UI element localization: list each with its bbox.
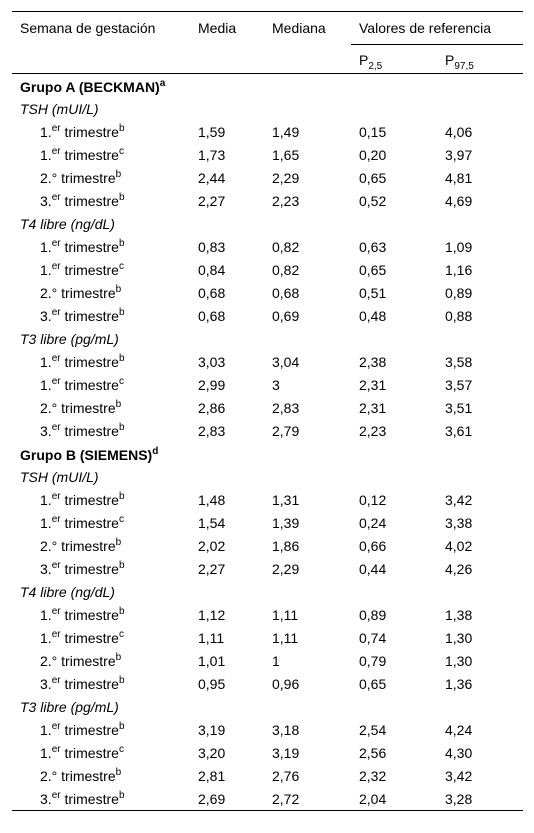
p97-5-cell: 3,57 — [445, 376, 473, 393]
trimester-word: trimestre — [60, 307, 119, 324]
subheader-empty — [12, 45, 190, 74]
trimester-note: b — [115, 536, 122, 548]
trimester-label — [12, 649, 190, 672]
p2-5-cell: 0,20 — [359, 146, 387, 163]
p97-5-cell: 1,09 — [445, 238, 473, 255]
trimester-word: trimestre — [60, 192, 119, 209]
trimester-word: trimestre — [60, 261, 119, 278]
trimester-ordinal-suffix: er — [51, 628, 61, 640]
mean-cell: 2,83 — [198, 422, 226, 439]
median-cell: 2,72 — [272, 790, 300, 807]
analyte-name: T4 libre (ng/dL) — [20, 215, 115, 232]
group-title-text: Grupo B (SIEMENS) — [20, 446, 153, 463]
trimester-ordinal: 2.° — [40, 169, 58, 186]
median-cell: 3,19 — [272, 744, 300, 761]
analyte-name: TSH (mUI/L) — [20, 100, 99, 117]
trimester-note: b — [118, 559, 125, 571]
p97-5-cell: 1,30 — [445, 652, 473, 669]
trimester-ordinal: 1. — [40, 606, 52, 623]
group-title-note: d — [152, 445, 159, 457]
table-row — [12, 511, 523, 534]
trimester-note: b — [118, 720, 125, 732]
table-row — [12, 419, 523, 442]
mean-cell: 2,02 — [198, 537, 226, 554]
trimester-label — [12, 511, 190, 534]
analyte-name: T3 libre (pg/mL) — [20, 698, 119, 715]
trimester-ordinal: 3. — [40, 422, 52, 439]
trimester-note: b — [115, 651, 122, 663]
trimester-ordinal-suffix: er — [51, 743, 61, 755]
table-row — [12, 189, 523, 212]
trimester-word: trimestre — [60, 790, 119, 807]
trimester-word: trimestre — [60, 353, 119, 370]
p2-5-cell: 0,63 — [359, 238, 387, 255]
table-row — [12, 787, 523, 810]
col-header-week: Semana de gestación — [20, 20, 156, 36]
table-row — [12, 166, 523, 189]
p2-5-cell: 0,24 — [359, 514, 387, 531]
trimester-ordinal: 3. — [40, 560, 52, 577]
trimester-ordinal: 1. — [40, 123, 52, 140]
trimester-word: trimestre — [57, 399, 116, 416]
subheader-empty — [190, 45, 264, 74]
trimester-ordinal: 1. — [40, 238, 52, 255]
p97-5-cell: 3,97 — [445, 146, 473, 163]
p2-5-cell: 0,12 — [359, 491, 387, 508]
trimester-ordinal: 1. — [40, 744, 52, 761]
table-row — [12, 350, 523, 373]
trimester-ordinal-suffix: er — [51, 605, 61, 617]
trimester-ordinal: 2.° — [40, 537, 58, 554]
table-row — [12, 396, 523, 419]
col-header-p97-5: $P_{97,5}$ — [437, 45, 523, 74]
table-row — [12, 120, 523, 143]
trimester-word: trimestre — [60, 721, 119, 738]
p97-5-cell: 0,88 — [445, 307, 473, 324]
p2-5-cell: 0,65 — [359, 261, 387, 278]
trimester-note: b — [118, 490, 125, 502]
group-title — [12, 74, 523, 98]
mean-cell: 3,03 — [198, 353, 226, 370]
trimester-ordinal: 1. — [40, 146, 52, 163]
trimester-word: trimestre — [60, 238, 119, 255]
trimester-note: b — [118, 237, 125, 249]
trimester-word: trimestre — [57, 284, 116, 301]
p97-5-cell: 1,36 — [445, 675, 473, 692]
median-cell: 1,39 — [272, 514, 300, 531]
p97-5-cell: 4,02 — [445, 537, 473, 554]
trimester-label — [12, 304, 190, 327]
trimester-ordinal: 1. — [40, 491, 52, 508]
trimester-word: trimestre — [60, 560, 119, 577]
trimester-word: trimestre — [60, 514, 119, 531]
p2-5-cell: 0,79 — [359, 652, 387, 669]
mean-cell: 1,01 — [198, 652, 226, 669]
bottom-rule — [12, 810, 523, 811]
trimester-label — [12, 718, 190, 741]
median-cell: 0,82 — [272, 261, 300, 278]
p97-5-cell: 1,30 — [445, 629, 473, 646]
trimester-note: b — [118, 605, 125, 617]
mean-cell: 2,99 — [198, 376, 226, 393]
trimester-note: b — [118, 674, 125, 686]
median-cell: 3 — [272, 376, 280, 393]
group-title — [12, 442, 523, 465]
p2-5-cell: 0,44 — [359, 560, 387, 577]
trimester-ordinal: 1. — [40, 261, 52, 278]
p2-5-cell: 2,31 — [359, 376, 387, 393]
trimester-note: b — [118, 306, 125, 318]
table-row — [12, 488, 523, 511]
table-body — [12, 74, 523, 811]
trimester-ordinal: 2.° — [40, 652, 58, 669]
trimester-ordinal: 1. — [40, 629, 52, 646]
mean-cell: 2,86 — [198, 399, 226, 416]
p97-5-cell: 3,51 — [445, 399, 473, 416]
p97-5-cell: 3,42 — [445, 767, 473, 784]
mean-cell: 1,59 — [198, 123, 226, 140]
median-cell: 1 — [272, 652, 280, 669]
mean-cell: 1,73 — [198, 146, 226, 163]
median-cell: 0,96 — [272, 675, 300, 692]
p97-5-cell: 4,69 — [445, 192, 473, 209]
analyte-row — [12, 327, 523, 350]
trimester-note: c — [118, 260, 124, 272]
trimester-label — [12, 258, 190, 281]
analyte-row — [12, 212, 523, 235]
trimester-word: trimestre — [60, 491, 119, 508]
median-cell: 1,11 — [272, 606, 299, 623]
median-cell: 0,68 — [272, 284, 300, 301]
p97-5-cell: 3,28 — [445, 790, 473, 807]
table-row — [12, 534, 523, 557]
trimester-label — [12, 787, 190, 810]
trimester-word: trimestre — [60, 606, 119, 623]
mean-cell: 2,44 — [198, 169, 226, 186]
mean-cell: 1,54 — [198, 514, 226, 531]
trimester-note: b — [118, 789, 125, 801]
trimester-ordinal-suffix: er — [51, 122, 61, 134]
mean-cell: 1,11 — [198, 629, 225, 646]
p2-5-cell: 2,31 — [359, 399, 387, 416]
trimester-label — [12, 281, 190, 304]
trimester-label — [12, 396, 190, 419]
trimester-ordinal-suffix: er — [51, 490, 61, 502]
p2-5-cell: 2,38 — [359, 353, 387, 370]
trimester-label — [12, 189, 190, 212]
mean-cell: 2,69 — [198, 790, 226, 807]
trimester-note: b — [115, 168, 122, 180]
trimester-label — [12, 672, 190, 695]
mean-cell: 3,19 — [198, 721, 226, 738]
trimester-ordinal-suffix: er — [51, 674, 61, 686]
analyte-row — [12, 695, 523, 718]
trimester-ordinal: 3. — [40, 192, 52, 209]
trimester-note: c — [118, 145, 124, 157]
trimester-word: trimestre — [60, 629, 119, 646]
median-cell: 3,04 — [272, 353, 300, 370]
p97-5-cell: 4,06 — [445, 123, 473, 140]
trimester-ordinal: 1. — [40, 353, 52, 370]
trimester-ordinal-suffix: er — [51, 421, 61, 433]
p2-5-cell: 0,74 — [359, 629, 387, 646]
median-cell: 1,31 — [272, 491, 300, 508]
trimester-word: trimestre — [60, 675, 119, 692]
mean-cell: 0,95 — [198, 675, 226, 692]
median-cell: 1,65 — [272, 146, 300, 163]
p2-5-cell: 0,52 — [359, 192, 387, 209]
p97-5-cell: 4,81 — [445, 169, 473, 186]
trimester-label — [12, 373, 190, 396]
p97-5-cell: 3,42 — [445, 491, 473, 508]
trimester-label — [12, 166, 190, 189]
p97-5-cell: 3,38 — [445, 514, 473, 531]
trimester-word: trimestre — [60, 744, 119, 761]
median-cell: 1,49 — [272, 123, 300, 140]
trimester-ordinal: 3. — [40, 675, 52, 692]
table-row — [12, 304, 523, 327]
trimester-word: trimestre — [57, 767, 116, 784]
col-header-reference: Valores de referencia — [351, 12, 523, 45]
median-cell: 2,83 — [272, 399, 300, 416]
p2-5-cell: 0,89 — [359, 606, 387, 623]
table-row — [12, 718, 523, 741]
p2-5-cell: 0,66 — [359, 537, 387, 554]
trimester-ordinal: 2.° — [40, 767, 58, 784]
trimester-note: b — [115, 766, 122, 778]
subheader-empty — [264, 45, 351, 74]
trimester-label — [12, 143, 190, 166]
p2-5-cell: 0,65 — [359, 675, 387, 692]
trimester-ordinal: 1. — [40, 376, 52, 393]
trimester-ordinal-suffix: er — [51, 306, 61, 318]
trimester-word: trimestre — [57, 537, 116, 554]
trimester-ordinal: 1. — [40, 721, 52, 738]
analyte-name: T4 libre (ng/dL) — [20, 583, 115, 600]
p97-5-cell: 1,16 — [445, 261, 473, 278]
trimester-word: trimestre — [57, 169, 116, 186]
mean-cell: 0,68 — [198, 307, 226, 324]
trimester-ordinal-suffix: er — [51, 789, 61, 801]
p97-5-cell: 4,30 — [445, 744, 473, 761]
p2-5-cell: 2,32 — [359, 767, 387, 784]
p2-5-cell: 2,54 — [359, 721, 387, 738]
mean-cell: 3,20 — [198, 744, 226, 761]
analyte-name: T3 libre (pg/mL) — [20, 330, 119, 347]
mean-cell: 1,48 — [198, 491, 226, 508]
mean-cell: 2,81 — [198, 767, 226, 784]
trimester-label — [12, 534, 190, 557]
trimester-ordinal-suffix: er — [51, 720, 61, 732]
trimester-ordinal-suffix: er — [51, 145, 61, 157]
trimester-label — [12, 603, 190, 626]
median-cell: 2,79 — [272, 422, 300, 439]
trimester-label — [12, 350, 190, 373]
table-row — [12, 557, 523, 580]
p2-5-cell: 2,56 — [359, 744, 387, 761]
analyte-row — [12, 580, 523, 603]
group-title-text: Grupo A (BECKMAN) — [20, 78, 160, 95]
trimester-note: c — [118, 628, 124, 640]
trimester-ordinal-suffix: er — [51, 352, 61, 364]
trimester-ordinal-suffix: er — [51, 191, 61, 203]
median-cell: 1,11 — [272, 629, 299, 646]
trimester-ordinal: 2.° — [40, 399, 58, 416]
table-row — [12, 672, 523, 695]
table-row — [12, 373, 523, 396]
trimester-label — [12, 741, 190, 764]
trimester-word: trimestre — [60, 422, 119, 439]
p97-5-cell: 0,89 — [445, 284, 473, 301]
trimester-label — [12, 488, 190, 511]
p2-5-cell: 2,04 — [359, 790, 387, 807]
table-row — [12, 764, 523, 787]
median-cell: 1,86 — [272, 537, 300, 554]
table-row — [12, 603, 523, 626]
table-row — [12, 235, 523, 258]
mean-cell: 2,27 — [198, 560, 226, 577]
table-row — [12, 143, 523, 166]
p2-5-cell: 0,48 — [359, 307, 387, 324]
trimester-label — [12, 419, 190, 442]
median-cell: 2,29 — [272, 169, 300, 186]
median-cell: 2,76 — [272, 767, 300, 784]
group-title-note: a — [159, 77, 166, 89]
analyte-row — [12, 465, 523, 488]
col-header-median: Mediana — [272, 20, 326, 36]
trimester-ordinal: 3. — [40, 307, 52, 324]
mean-cell: 0,83 — [198, 238, 226, 255]
mean-cell: 1,12 — [198, 606, 226, 623]
median-cell: 3,18 — [272, 721, 300, 738]
analyte-row — [12, 97, 523, 120]
p97-5-cell: 4,26 — [445, 560, 473, 577]
subheader-row — [12, 45, 523, 74]
p97-5-cell: 3,61 — [445, 422, 473, 439]
trimester-note: b — [118, 122, 125, 134]
table-row — [12, 258, 523, 281]
header-row — [12, 12, 523, 45]
col-header-mean: Media — [198, 20, 237, 36]
table-row — [12, 281, 523, 304]
trimester-note: b — [115, 283, 122, 295]
table-row — [12, 649, 523, 672]
trimester-ordinal: 2.° — [40, 284, 58, 301]
mean-cell: 2,27 — [198, 192, 226, 209]
trimester-note: b — [118, 421, 125, 433]
p97-5-cell: 1,38 — [445, 606, 473, 623]
trimester-ordinal: 3. — [40, 790, 52, 807]
trimester-label — [12, 557, 190, 580]
p97-5-cell: 3,58 — [445, 353, 473, 370]
trimester-note: b — [118, 352, 125, 364]
group-row — [12, 442, 523, 465]
trimester-ordinal-suffix: er — [51, 237, 61, 249]
median-cell: 0,82 — [272, 238, 300, 255]
median-cell: 2,29 — [272, 560, 300, 577]
p2-5-cell: 0,51 — [359, 284, 387, 301]
trimester-ordinal-suffix: er — [51, 559, 61, 571]
table-row — [12, 626, 523, 649]
trimester-ordinal-suffix: er — [51, 375, 61, 387]
trimester-word: trimestre — [60, 123, 119, 140]
trimester-note: c — [118, 743, 124, 755]
p2-5-cell: 0,65 — [359, 169, 387, 186]
p97-5-cell: 4,24 — [445, 721, 473, 738]
median-cell: 2,23 — [272, 192, 300, 209]
trimester-word: trimestre — [60, 376, 119, 393]
trimester-label — [12, 764, 190, 787]
col-header-p2-5: $P_{2,5}$ — [351, 45, 437, 74]
mean-cell: 0,68 — [198, 284, 226, 301]
trimester-label — [12, 120, 190, 143]
trimester-word: trimestre — [57, 652, 116, 669]
trimester-ordinal: 1. — [40, 514, 52, 531]
median-cell: 0,69 — [272, 307, 300, 324]
p2-5-cell: 0,15 — [359, 123, 387, 140]
trimester-note: b — [118, 191, 125, 203]
table-row — [12, 741, 523, 764]
trimester-note: b — [115, 398, 122, 410]
trimester-word: trimestre — [60, 146, 119, 163]
p2-5-cell: 2,23 — [359, 422, 387, 439]
trimester-note: c — [118, 375, 124, 387]
reference-values-table — [12, 11, 523, 811]
group-row — [12, 74, 523, 98]
trimester-note: c — [118, 513, 124, 525]
analyte-name: TSH (mUI/L) — [20, 468, 99, 485]
mean-cell: 0,84 — [198, 261, 226, 278]
trimester-label — [12, 235, 190, 258]
trimester-ordinal-suffix: er — [51, 513, 61, 525]
trimester-ordinal-suffix: er — [51, 260, 61, 272]
trimester-label — [12, 626, 190, 649]
